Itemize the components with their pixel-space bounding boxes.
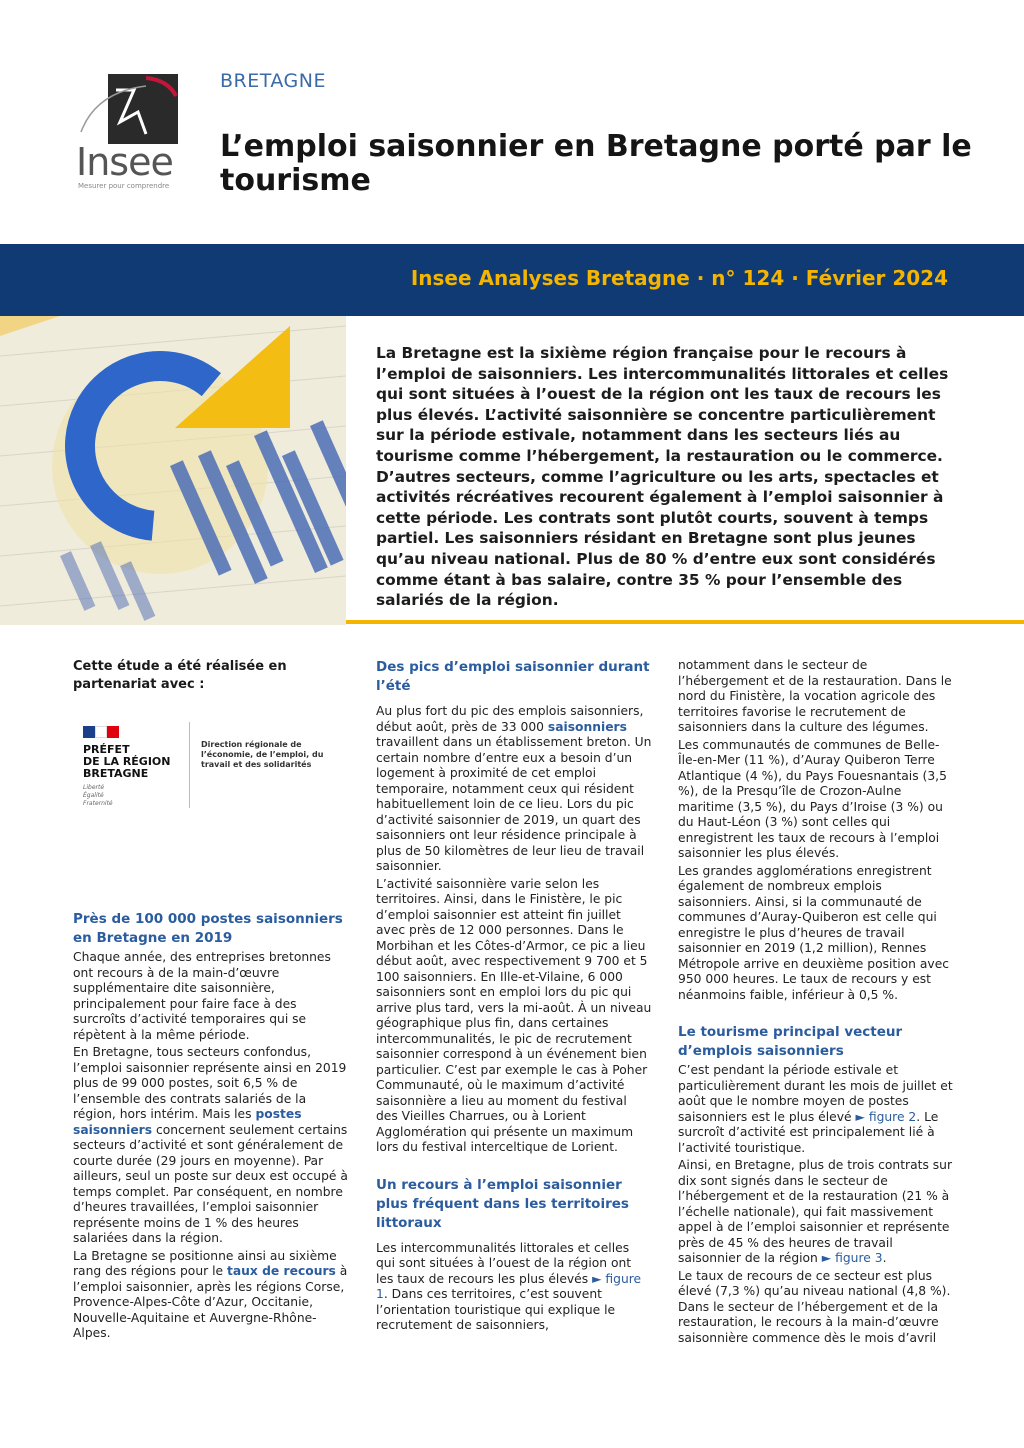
paragraph: Au plus fort du pic des emplois saisonniers, début août, près de 33 000 saisonniers travaillent dans un établissement breton. Un certain nombre d’entre eux a besoin d’un logement à proximité de cet emploi temporaire, notamment ceux qui résident habituellement loin de ce lieu. Lors du pic d’activité saisonnier de 2019, un quart des saisonniers ont leur résidence principale à plus de 50 kilomètres de leur lieu de travail saisonnier. <box>376 704 652 873</box>
dreets-label: Direction régionale de l’économie, de l’emploi, du travail et des solidarités <box>201 740 324 769</box>
section-heading: Près de 100 000 postes saisonniers en Bretagne en 2019 <box>73 911 343 946</box>
section-heading: Un recours à l’emploi saisonnier plus fréquent dans les territoires littoraux <box>376 1176 629 1231</box>
column-2 <box>376 658 652 1336</box>
glossary-link[interactable]: postes saisonniers <box>73 1107 302 1137</box>
logo-tagline: Mesurer pour comprendre <box>78 182 170 190</box>
partner-logos <box>73 722 351 822</box>
publication-series: Insee Analyses Bretagne · n° 124 · Février 2024 <box>410 266 948 290</box>
republic-motto: Liberté Égalité Fraternité <box>83 784 113 807</box>
paragraph: Les grandes agglomérations enregistrent également de nombreux emplois saisonniers. Ainsi, si la communauté de communes d’Auray-Quiberon est celle qui enregistre le plus d’heures de travail saisonnier en 2019 (1,2 million), Rennes Métropole arrive en deuxième position avec 950 000 heures. Le taux de recours y est néanmoins faible, inférieur à 0,5 %. <box>678 863 950 1002</box>
logo-wordmark: Insee <box>76 140 173 184</box>
paragraph: Le taux de recours de ce secteur est plus élevé (7,3 %) qu’au niveau national (4,8 %). Dans le secteur de l’hébergement et de la restauration, le recours à la main-d’œuvre saisonnière commence dès le mois d’avril <box>678 1268 951 1345</box>
insee-logo <box>76 72 186 192</box>
column-3 <box>678 658 954 1348</box>
partner-title: Cette étude a été réalisée en partenariat avec : <box>73 659 287 692</box>
paragraph: La Bretagne se positionne ainsi au sixième rang des régions pour le taux de recours à l’emploi saisonnier, après les régions Corse, Provence-Alpes-Côte d’Azur, Occitanie, Nouvelle-Aquitaine et Auvergne-Rhône-Alpes. <box>73 1248 348 1340</box>
region-label: BRETAGNE <box>220 70 326 92</box>
partner-separator <box>189 722 190 808</box>
paragraph: L’activité saisonnière varie selon les territoires. Ainsi, dans le Finistère, le pic d’emploi saisonnier est atteint fin juillet avec près de 12 000 personnes. Dans le Morbihan et les Côtes-d’Armor, ce pic a lieu début août, avec respectivement 9 700 et 5 100 saisonniers. En Ille-et-Vilaine, 6 000 saisonniers sont en emploi lors du pic qui arrive plus tard, vers la mi-août. À un niveau géographique plus fin, dans certaines intercommunalités, le pic de recrutement saisonnier correspond à un événement bien particulier. C’est par exemple le cas à Poher Communauté, où le maximum d’activité saisonnière a lieu au moment du festival des Vieilles Charrues, ou à Lorient Agglomération qui présente un maximum lors du festival interceltique de Lorient. <box>376 876 652 1154</box>
paragraph: C’est pendant la période estivale et particulièrement durant les mois de juillet et août que le nombre moyen de postes saisonniers est le plus élevé ► figure 2. Le surcroît d’activité est principalement lié à l’activité touristique. <box>678 1063 953 1155</box>
section-heading: Le tourisme principal vecteur d’emplois saisonniers <box>678 1024 903 1059</box>
french-flag-icon <box>83 726 119 738</box>
paragraph: En Bretagne, tous secteurs confondus, l’emploi saisonnier représente ainsi en 2019 plus de 99 000 postes, soit 6,5 % de l’ensemble des contrats salariés de la région, hors intérim. Mais les postes saisonniers concernent seulement certains secteurs d’activité et sont généralement de courte durée (29 jours en moyenne). Par ailleurs, seul un poste sur deux est occupé à temps complet. Par conséquent, en nombre d’heures travaillées, l’emploi saisonnier représente moins de 1 % des heures salariées dans la région. <box>73 1045 348 1245</box>
chart-collage-image <box>0 316 346 625</box>
glossary-link[interactable]: taux de recours <box>226 1264 336 1278</box>
prefet-label: PRÉFET DE LA RÉGION BRETAGNE <box>83 743 171 780</box>
summary-text: La Bretagne est la sixième région française pour le recours à l’emploi de saisonniers. Les intercommunalités littorales et celles qui sont situées à l’ouest de la région ont les taux de recours les plus élevés. L’activité saisonnière se concentre particulièrement sur la période estivale, notamment dans les secteurs liés au tourisme comme l’hébergement, la restauration ou le commerce. D’autres secteurs, comme l’agriculture ou les arts, spectacles et activités récréatives recourent également à l’emploi saisonnier à cette période. Les contrats sont plutôt courts, souvent à temps partiel. Les saisonniers résidant en Bretagne sont plus jeunes qu’au niveau national. Plus de 80 % d’entre eux sont considérés comme étant à bas salaire, contre 35 % pour l’ensemble des salariés de la région. <box>376 344 949 610</box>
publication-band <box>0 244 1024 316</box>
gold-divider <box>346 620 1024 624</box>
page-title: L’emploi saisonnier en Bretagne porté par le tourisme <box>220 129 972 198</box>
figure-link[interactable]: ► figure 3 <box>821 1251 883 1265</box>
glossary-link[interactable]: saisonniers <box>547 719 627 734</box>
paragraph: Chaque année, des entreprises bretonnes ont recours à de la main-d’œuvre supplémentaire dite saisonnière, principalement pour faire face à des surcroîts d’activité temporaires qui se répètent à la même période. <box>73 950 331 1042</box>
paragraph: notamment dans le secteur de l’hébergement et de la restauration. Dans le nord du Finistère, la vocation agricole des territoires favorise le recrutement de saisonniers dans la culture des légumes. <box>678 658 952 734</box>
section-heading: Des pics d’emploi saisonnier durant l’été <box>376 659 650 694</box>
paragraph: Les intercommunalités littorales et celles qui sont situées à l’ouest de la région ont les taux de recours les plus élevés ► figure 1. Dans ces territoires, c’est souvent l’orientation touristique qui explique le recrutement de saisonniers, <box>376 1240 642 1332</box>
paragraph: Ainsi, en Bretagne, plus de trois contrats sur dix sont signés dans le secteur de l’hébergement et de la restauration (21 % à l’échelle nationale), qui fait massivement appel à de l’emploi saisonnier et représente près de 45 % des heures de travail saisonnier de la région ► figure 3. <box>678 1158 953 1265</box>
column-1 <box>73 658 351 1344</box>
paragraph: Les communautés de communes de Belle-Île-en-Mer (11 %), d’Auray Quiberon Terre Atlantique (4 %), du Pays Fouesnantais (3,5 %), de la Presqu’île de Crozon-Aulne maritime (3,5 %), du Pays d’Iroise (3 %) ou du Haut-Léon (3 %) sont celles qui enregistrent les taux de recours à l’emploi saisonnier les plus élevés. <box>678 737 947 860</box>
figure-link[interactable]: ► figure 2 <box>855 1109 917 1124</box>
figure-link[interactable]: ► figure 1 <box>376 1271 642 1301</box>
cover-illustration <box>0 316 346 625</box>
